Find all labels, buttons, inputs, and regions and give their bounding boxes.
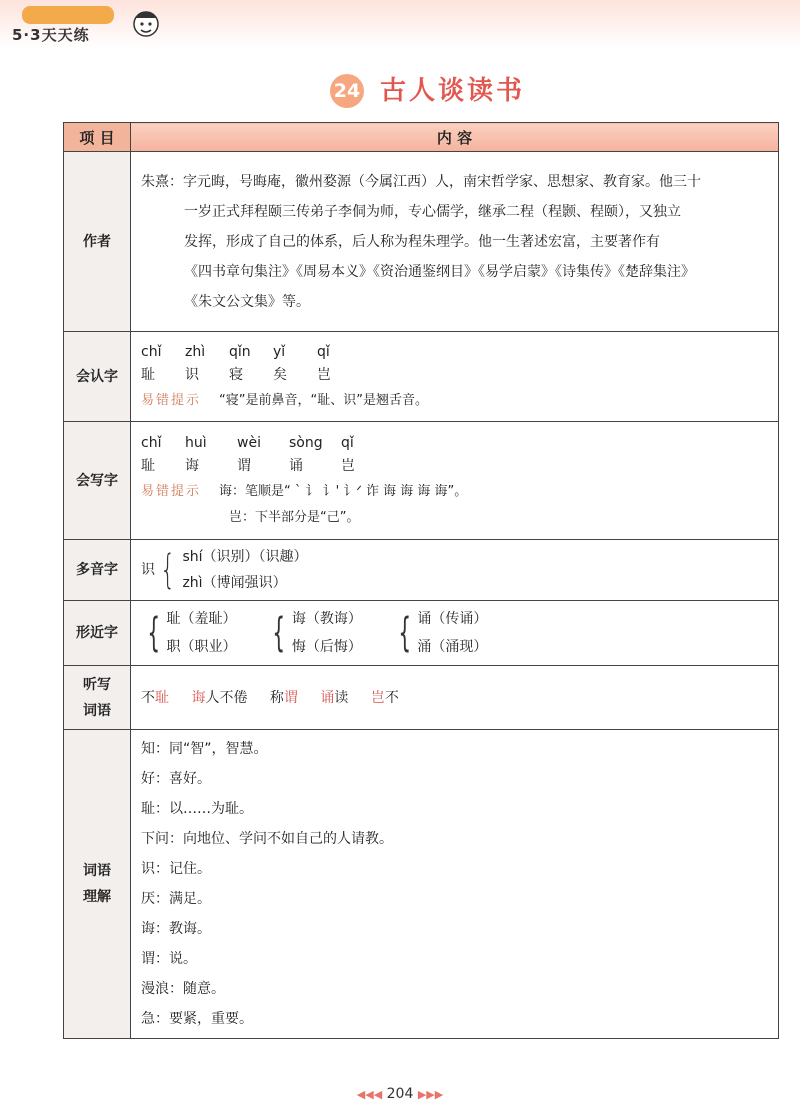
label-line: 词语 <box>83 863 111 879</box>
pinyin: sòng <box>289 434 323 451</box>
polyphone-content <box>131 540 779 601</box>
row-label-polyphone: 多音字 <box>64 540 131 601</box>
row-similar <box>64 601 779 666</box>
tip-text: “寝”是前鼻音，“耻、识”是翘舌音。 <box>219 392 428 408</box>
similar-group <box>266 605 361 661</box>
polyphone-char: 识 <box>141 562 155 578</box>
row-label-author: 作者 <box>64 152 131 332</box>
vocab-item: 诲：教诲。 <box>141 921 211 937</box>
polyphone-reading: shí（识别）（识趣） <box>182 549 308 565</box>
character: 寝 <box>229 366 243 383</box>
similar-word: 诲（教诲） <box>291 611 362 627</box>
brace-icon: { <box>160 547 176 593</box>
vocab-item: 好：喜好。 <box>141 771 211 787</box>
lesson-title: 古人谈读书 <box>380 76 526 106</box>
right-arrows-icon: ▶▶▶ <box>417 1088 444 1101</box>
character-row <box>141 454 768 478</box>
vocab-item: 急：要紧，重要。 <box>141 1011 253 1027</box>
row-label-write: 会写字 <box>64 422 131 540</box>
vocab-item: 知：同“智”，智慧。 <box>141 741 268 757</box>
pinyin: chǐ <box>141 343 162 360</box>
row-write <box>64 422 779 540</box>
row-label-vocab <box>64 730 131 1039</box>
row-label-dictation <box>64 666 131 730</box>
brand-subtitle: 5·3天天练 <box>12 26 90 44</box>
row-recognize <box>64 332 779 422</box>
recognize-content <box>131 332 779 422</box>
character: 识 <box>185 366 199 383</box>
pinyin-row <box>141 432 768 454</box>
row-label-similar: 形近字 <box>64 601 131 666</box>
vocab-item: 识：记住。 <box>141 861 211 877</box>
tip-text: 诲：笔顺是“ ` 讠 讠' 讠ᐟ 诈 诲 诲 诲 诲”。 <box>219 483 468 499</box>
pinyin: qǐ <box>317 343 330 360</box>
character: 岂 <box>317 366 331 383</box>
polyphone-reading: zhì（博闻强识） <box>182 575 287 591</box>
row-polyphone <box>64 540 779 601</box>
pinyin: qǐ <box>341 434 354 451</box>
pinyin: yǐ <box>273 343 286 360</box>
similar-word: 职（职业） <box>166 639 237 655</box>
tip-line <box>141 387 768 413</box>
similar-content <box>131 601 779 666</box>
pinyin: huì <box>185 434 207 451</box>
author-line: 一岁正式拜程颐三传弟子李侗为师，专心儒学，继承二程（程颢、程颐），又独立 <box>184 203 681 220</box>
row-dictation <box>64 666 779 730</box>
pinyin: qǐn <box>229 343 251 360</box>
vocab-item: 漫浪：随意。 <box>141 981 225 997</box>
character-row <box>141 363 768 387</box>
column-header-item: 项 目 <box>64 123 131 152</box>
row-author <box>64 152 779 332</box>
page-number: 204 <box>386 1086 414 1102</box>
lesson-table <box>63 122 779 1039</box>
dictation-word: 不耻 <box>141 689 169 706</box>
author-line: 《四书章句集注》《周易本义》《资治通鉴纲目》《易学启蒙》《诗集传》《楚辞集注》 <box>184 263 695 280</box>
dictation-word: 诵读 <box>320 689 349 706</box>
label-line: 词语 <box>83 702 111 719</box>
dictation-word: 诲人不倦 <box>191 689 248 706</box>
character: 岂 <box>341 457 355 474</box>
brace-icon: { <box>147 610 161 656</box>
author-content <box>131 152 779 332</box>
write-content <box>131 422 779 540</box>
brace-icon: { <box>272 610 286 656</box>
author-line: 《朱文公文集》等。 <box>184 293 310 310</box>
lesson-number-badge: 24 <box>330 74 364 108</box>
left-arrows-icon: ◀◀◀ <box>356 1088 383 1101</box>
pinyin: chǐ <box>141 434 162 451</box>
column-header-content: 内 容 <box>131 123 779 152</box>
character: 矣 <box>273 366 287 383</box>
vocab-item: 下问：向地位、学问不如自己的人请教。 <box>141 831 393 847</box>
row-label-recognize: 会认字 <box>64 332 131 422</box>
similar-word: 耻（羞耻） <box>166 611 237 627</box>
character: 耻 <box>141 366 155 383</box>
dictation-word: 称谓 <box>269 689 298 706</box>
tip-line <box>141 504 768 530</box>
table-header-row <box>64 123 779 152</box>
character: 诵 <box>289 457 303 474</box>
dictation-word: 岂不 <box>370 689 399 706</box>
polyphone-group <box>141 544 768 596</box>
similar-word: 涌（涌现） <box>417 639 488 655</box>
pinyin: zhì <box>185 343 206 360</box>
page-footer <box>0 1086 800 1102</box>
row-vocab <box>64 730 779 1039</box>
similar-word: 悔（后悔） <box>291 639 362 655</box>
vocab-item: 耻：以……为耻。 <box>141 801 253 817</box>
vocab-item: 谓：说。 <box>141 951 197 967</box>
vocab-content <box>131 730 779 1039</box>
lesson-header <box>0 72 800 112</box>
tip-text: 岂：下半部分是“己”。 <box>229 509 360 525</box>
character: 诲 <box>185 457 199 474</box>
character: 谓 <box>237 457 251 474</box>
brand-top-shape <box>22 6 114 24</box>
pinyin: wèi <box>237 434 261 451</box>
vocab-item: 厌：满足。 <box>141 891 211 907</box>
tip-label: 易错提示 <box>141 392 202 408</box>
label-line: 听写 <box>83 676 111 693</box>
mascot-icon <box>126 6 166 46</box>
dictation-content <box>131 666 779 730</box>
similar-group <box>141 605 236 661</box>
tip-label: 易错提示 <box>141 483 202 499</box>
author-line: 朱熹：字元晦，号晦庵，徽州婺源（今属江西）人，南宋哲学家、思想家、教育家。他三十 <box>141 173 701 190</box>
similar-word: 诵（传诵） <box>417 611 488 627</box>
tip-line <box>141 478 768 504</box>
author-line: 发挥，形成了自己的体系，后人称为程朱理学。他一生著述宏富，主要著作有 <box>184 233 660 250</box>
similar-group <box>392 605 487 661</box>
character: 耻 <box>141 457 155 474</box>
label-line: 理解 <box>83 889 111 905</box>
pinyin-row <box>141 341 768 363</box>
brace-icon: { <box>398 610 411 656</box>
